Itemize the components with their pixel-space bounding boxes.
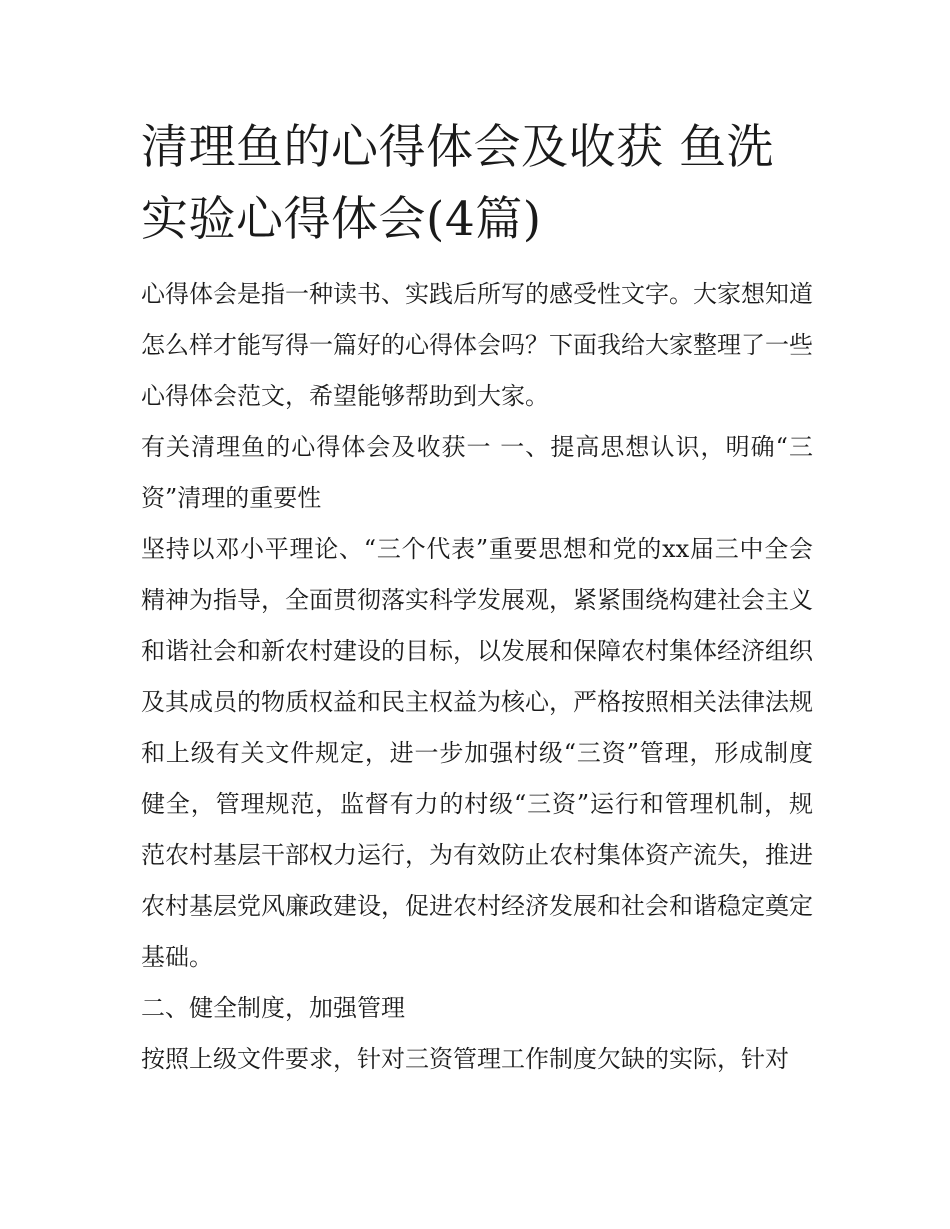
paragraph-body-1: 坚持以邓小平理论、“三个代表”重要思想和党的xx届三中全会精神为指导，全面贯彻落实科学发展观，紧紧围绕构建社会主义和谐社会和新农村建设的目标，以发展和保障农村集体经济组织及其成员的物质权益和民主权益为核心，严格按照相关法律法规和上级有关文件规定，进一步加强村级“三资”管理，形成制度健全，管理规范，监督有力的村级“三资”运行和管理机制，规范农村基层干部权力运行，为有效防止农村集体资产流失，推进农村基层党风廉政建设，促进农村经济发展和社会和谐稳定奠定基础。 bbox=[141, 535, 813, 971]
document-page bbox=[141, 112, 813, 1085]
paragraph-body-2: 按照上级文件要求，针对三资管理工作制度欠缺的实际，针对 bbox=[141, 1045, 789, 1073]
paragraph-section-heading-1: 有关清理鱼的心得体会及收获一 一、提高思想认识，明确“三资”清理的重要性 bbox=[141, 433, 813, 512]
paragraph-intro: 心得体会是指一种读书、实践后所写的感受性文字。大家想知道怎么样才能写得一篇好的心得体会吗？下面我给大家整理了一些心得体会范文，希望能够帮助到大家。 bbox=[141, 280, 813, 410]
document-title: 清理鱼的心得体会及收获 鱼洗实验心得体会(4篇) bbox=[141, 120, 774, 247]
paragraph-section-heading-2: 二、健全制度，加强管理 bbox=[141, 994, 405, 1022]
